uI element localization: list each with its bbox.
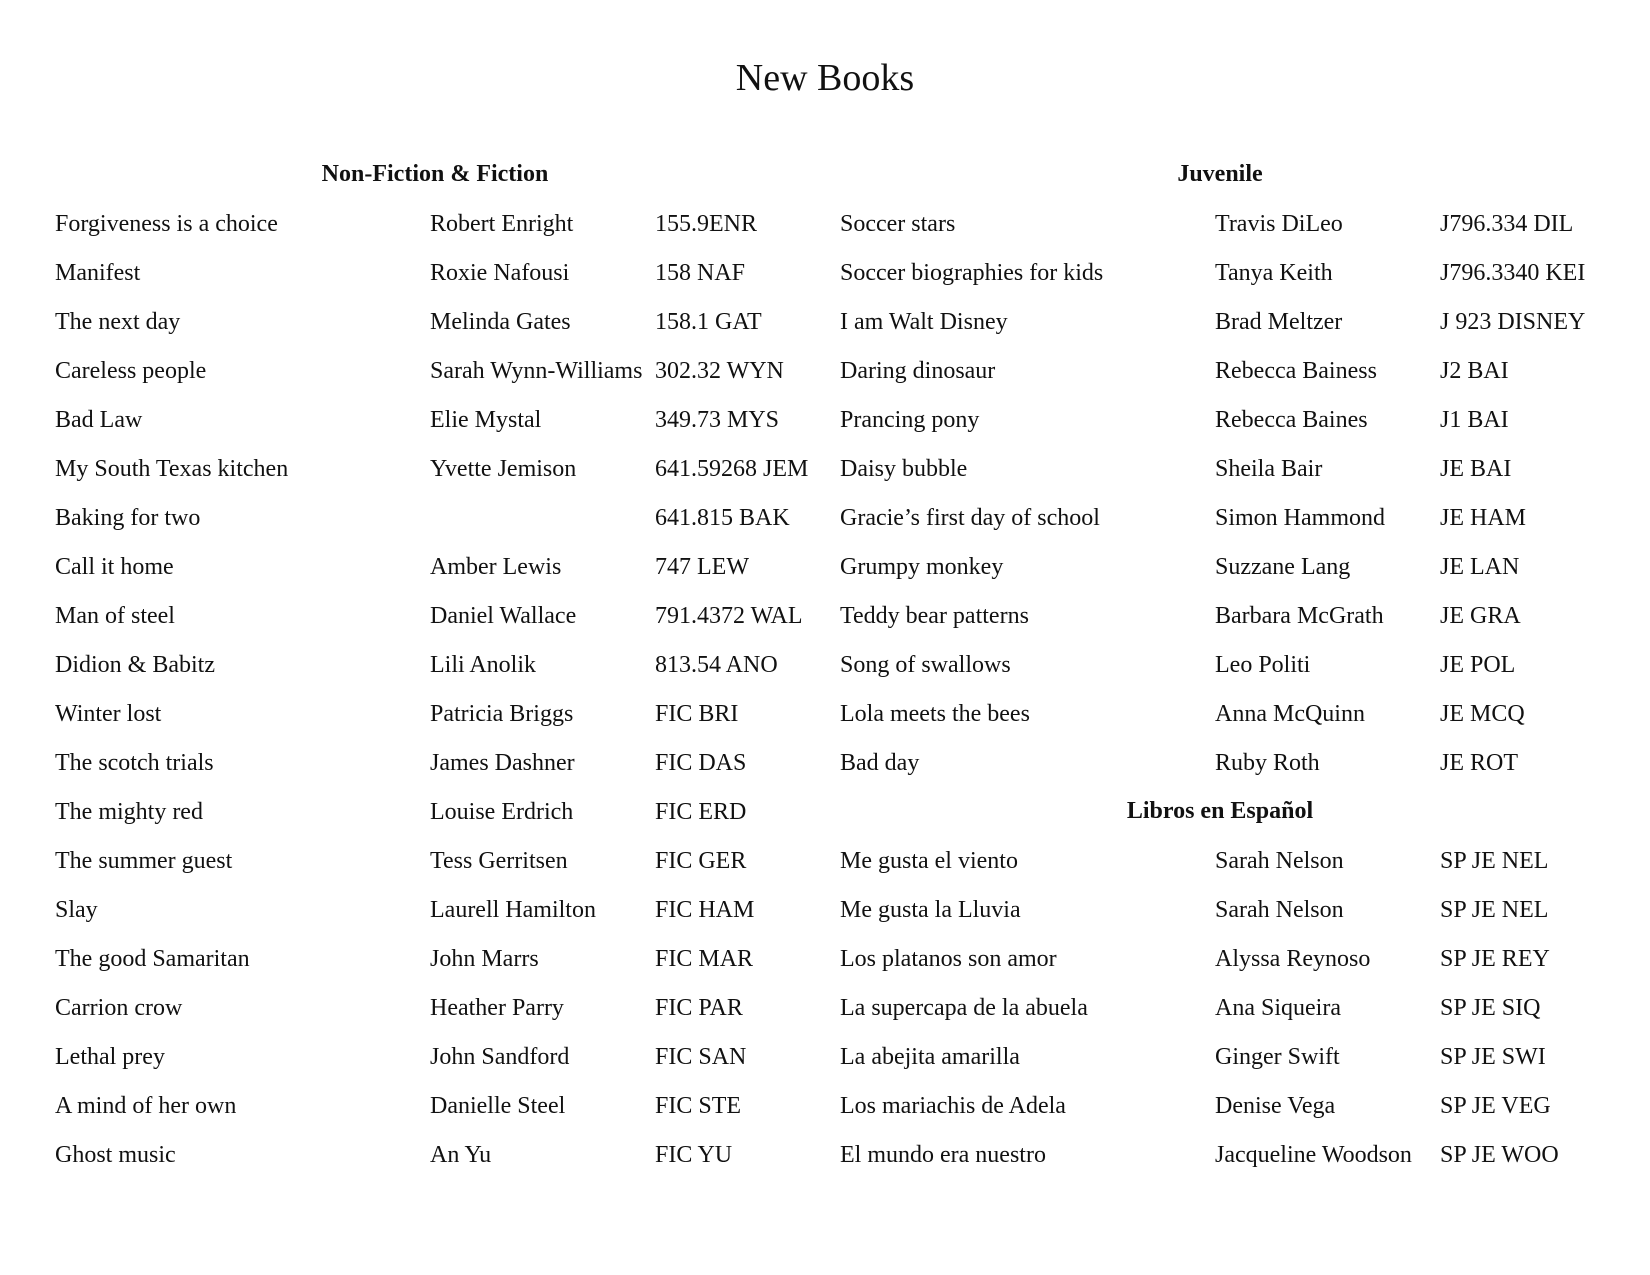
book-row [840,592,1620,641]
book-row [840,298,1620,347]
call-number: 747 LEW [655,554,749,580]
book-title: Bad Law [55,407,143,433]
book-author: Tanya Keith [1215,260,1333,286]
book-author: Patricia Briggs [430,701,574,727]
call-number: J2 BAI [1440,358,1509,384]
book-title: The next day [55,309,181,335]
book-row [55,347,835,396]
book-row [55,1082,835,1131]
book-row [55,886,835,935]
book-title: Daisy bubble [840,456,968,482]
call-number: 158 NAF [655,260,746,286]
call-number: 158.1 GAT [655,309,762,335]
book-author: An Yu [430,1142,492,1168]
book-author: Simon Hammond [1215,505,1386,531]
book-row [840,347,1620,396]
book-title: Lethal prey [55,1044,165,1070]
call-number: JE HAM [1440,505,1527,531]
book-row [55,935,835,984]
book-title: Soccer biographies for kids [840,260,1104,286]
call-number: 302.32 WYN [655,358,784,384]
call-number: 791.4372 WAL [655,603,803,629]
book-author: Louise Erdrich [430,799,574,825]
book-title: Ghost music [55,1142,176,1168]
book-title: Grumpy monkey [840,554,1004,580]
book-author: Yvette Jemison [430,456,577,482]
call-number: SP JE NEL [1440,897,1549,923]
call-number: FIC STE [655,1093,742,1119]
libros-en-espanol-list [840,837,1620,1180]
call-number: JE MCQ [1440,701,1525,727]
book-row [55,249,835,298]
call-number: SP JE REY [1440,946,1550,972]
section-heading-juvenile: Juvenile [1177,161,1263,187]
book-author: Rebecca Bainess [1215,358,1377,384]
book-title: Bad day [840,750,920,776]
book-row [840,886,1620,935]
book-row [55,543,835,592]
book-author: Barbara McGrath [1215,603,1384,629]
book-title: Me gusta el viento [840,848,1018,874]
call-number: JE LAN [1440,554,1520,580]
book-row [55,494,835,543]
juvenile-list [840,200,1620,788]
book-author: Heather Parry [430,995,564,1021]
book-title: Los platanos son amor [840,946,1057,972]
book-row [840,396,1620,445]
call-number: JE GRA [1440,603,1521,629]
book-author: Amber Lewis [430,554,562,580]
book-title: The summer guest [55,848,233,874]
book-title: Forgiveness is a choice [55,211,278,237]
book-author: Brad Meltzer [1215,309,1343,335]
book-title: The scotch trials [55,750,214,776]
book-title: Carrion crow [55,995,183,1021]
book-title: Me gusta la Lluvia [840,897,1021,923]
call-number: FIC ERD [655,799,747,825]
call-number: 349.73 MYS [655,407,780,433]
book-row [840,641,1620,690]
book-author: James Dashner [430,750,575,776]
book-title: Didion & Babitz [55,652,215,678]
book-author: Ginger Swift [1215,1044,1340,1070]
book-title: Prancing pony [840,407,980,433]
book-row [840,837,1620,886]
call-number: FIC GER [655,848,747,874]
book-row [55,837,835,886]
book-row [840,1033,1620,1082]
book-author: Rebecca Baines [1215,407,1368,433]
book-row [55,690,835,739]
book-author: Danielle Steel [430,1093,566,1119]
call-number: JE POL [1440,652,1516,678]
book-row [55,200,835,249]
book-author: Sarah Nelson [1215,897,1344,923]
book-author: Daniel Wallace [430,603,577,629]
book-title: Song of swallows [840,652,1011,678]
book-title: Soccer stars [840,211,956,237]
book-author: John Sandford [430,1044,570,1070]
call-number: SP JE SWI [1440,1044,1546,1070]
call-number: J1 BAI [1440,407,1509,433]
section-heading-libros-en-espanol: Libros en Español [1126,798,1314,824]
book-title: I am Walt Disney [840,309,1008,335]
book-title: Daring dinosaur [840,358,996,384]
book-row [55,984,835,1033]
book-title: Slay [55,897,98,923]
book-title: Call it home [55,554,174,580]
call-number: SP JE VEG [1440,1093,1551,1119]
book-author: Sarah Wynn-Williams [430,358,643,384]
book-author: Jacqueline Woodson [1215,1142,1412,1168]
book-title: Man of steel [55,603,175,629]
book-title: Teddy bear patterns [840,603,1029,629]
call-number: FIC DAS [655,750,747,776]
book-title: My South Texas kitchen [55,456,289,482]
nonfiction-fiction-list [55,200,835,1180]
book-author: Travis DiLeo [1215,211,1343,237]
book-row [840,1131,1620,1180]
call-number: J 923 DISNEY [1440,309,1586,335]
book-row [840,1082,1620,1131]
call-number: 641.59268 JEM [655,456,809,482]
book-author: Ana Siqueira [1215,995,1341,1021]
book-title: Careless people [55,358,207,384]
call-number: SP JE WOO [1440,1142,1559,1168]
book-title: El mundo era nuestro [840,1142,1046,1168]
book-author: Roxie Nafousi [430,260,570,286]
book-row [55,1131,835,1180]
book-author: Melinda Gates [430,309,571,335]
book-author: Lili Anolik [430,652,537,678]
book-author: Sheila Bair [1215,456,1323,482]
book-title: The mighty red [55,799,203,825]
call-number: 641.815 BAK [655,505,790,531]
call-number: SP JE SIQ [1440,995,1541,1021]
book-row [840,494,1620,543]
book-title: Winter lost [55,701,162,727]
book-title: A mind of her own [55,1093,237,1119]
section-heading-nonfiction-fiction: Non-Fiction & Fiction [321,161,549,187]
book-row [55,445,835,494]
book-row [55,641,835,690]
book-author: Anna McQuinn [1215,701,1365,727]
book-row [55,592,835,641]
book-row [55,788,835,837]
book-title: Manifest [55,260,141,286]
book-author: Laurell Hamilton [430,897,596,923]
book-author: Denise Vega [1215,1093,1336,1119]
book-author: Leo Politi [1215,652,1311,678]
call-number: SP JE NEL [1440,848,1549,874]
book-title: La abejita amarilla [840,1044,1020,1070]
book-row [840,543,1620,592]
book-author: Robert Enright [430,211,574,237]
call-number: FIC MAR [655,946,754,972]
book-row [55,1033,835,1082]
book-author: Sarah Nelson [1215,848,1344,874]
book-row [55,396,835,445]
book-author: Suzzane Lang [1215,554,1351,580]
call-number: FIC YU [655,1142,733,1168]
book-title: The good Samaritan [55,946,250,972]
book-row [840,445,1620,494]
call-number: J796.3340 KEI [1440,260,1586,286]
book-row [55,739,835,788]
book-title: Baking for two [55,505,201,531]
book-author: Ruby Roth [1215,750,1320,776]
book-title: Lola meets the bees [840,701,1030,727]
book-row [840,935,1620,984]
call-number: FIC BRI [655,701,739,727]
call-number: J796.334 DIL [1440,211,1574,237]
call-number: FIC SAN [655,1044,747,1070]
call-number: JE BAI [1440,456,1512,482]
book-row [840,200,1620,249]
book-title: Gracie’s first day of school [840,505,1100,531]
book-row [840,690,1620,739]
book-title: Los mariachis de Adela [840,1093,1066,1119]
call-number: FIC PAR [655,995,743,1021]
book-author: Elie Mystal [430,407,542,433]
call-number: FIC HAM [655,897,755,923]
book-row [55,298,835,347]
book-author: John Marrs [430,946,539,972]
book-row [840,739,1620,788]
call-number: 155.9ENR [655,211,757,237]
book-row [840,249,1620,298]
book-row [840,984,1620,1033]
book-title: La supercapa de la abuela [840,995,1088,1021]
call-number: 813.54 ANO [655,652,778,678]
page-title: New Books [735,57,915,99]
book-author: Alyssa Reynoso [1215,946,1371,972]
call-number: JE ROT [1440,750,1518,776]
book-author: Tess Gerritsen [430,848,568,874]
